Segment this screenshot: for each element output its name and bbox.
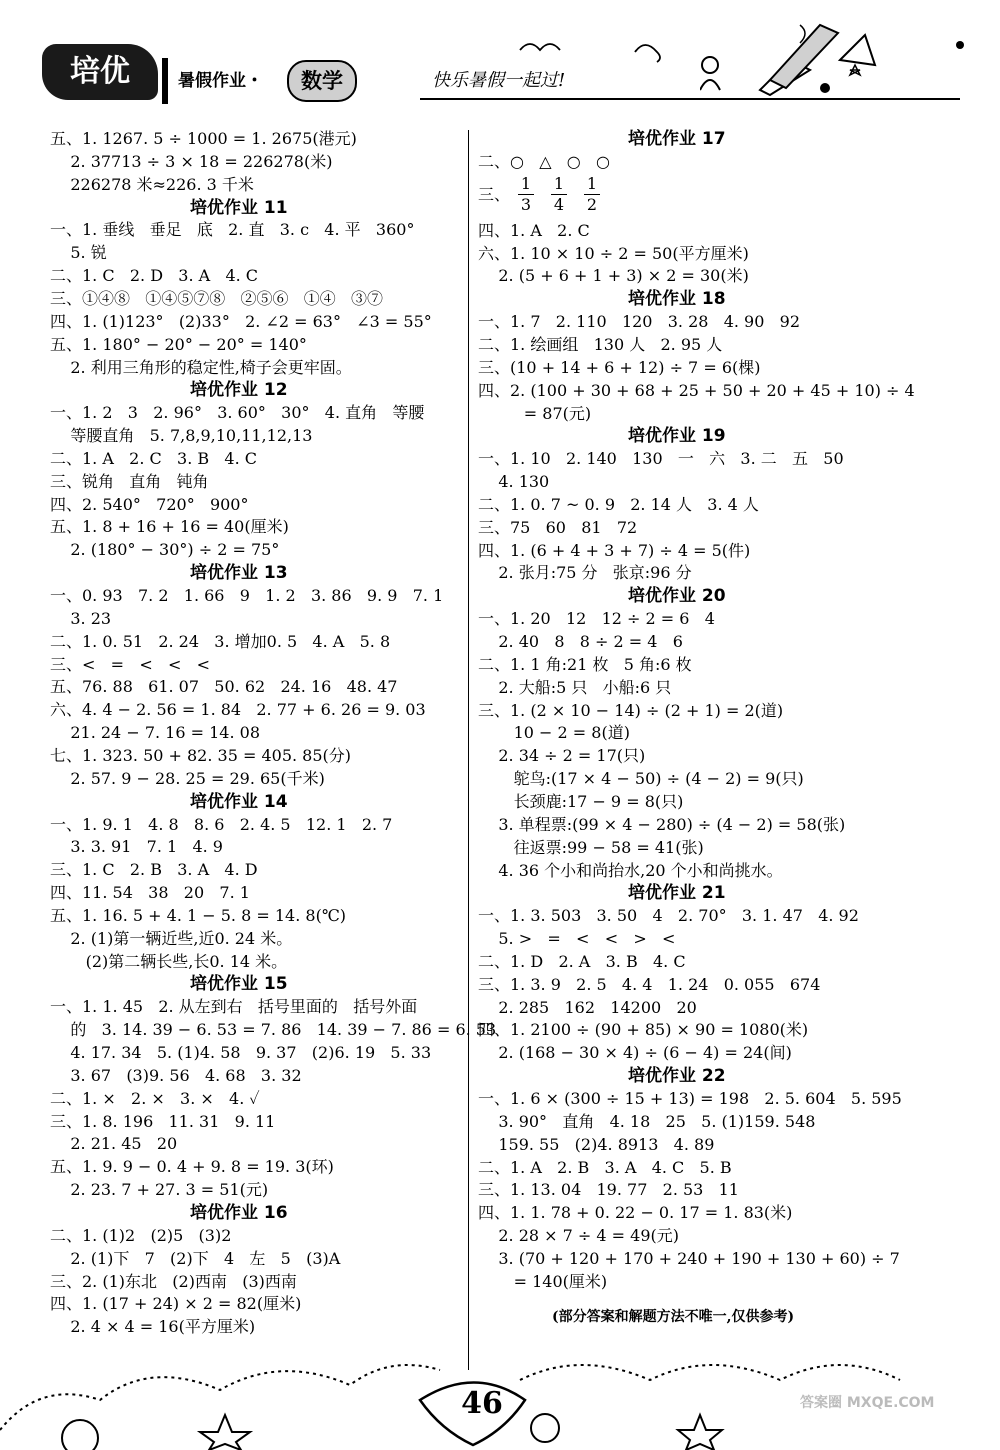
- answer-line: 5. > = < < > <: [478, 929, 676, 949]
- answer-line: 2. 大船:5 只 小船:6 只: [478, 677, 672, 697]
- answer-line: 二、1. C 2. D 3. A 4. C: [50, 266, 259, 286]
- answer-line: 226278 米≈226. 3 千米: [50, 174, 254, 194]
- answer-line: 2. (180° − 30°) ÷ 2 = 75°: [50, 540, 280, 560]
- answer-line: 三、1. 8. 196 11. 31 9. 11: [50, 1111, 276, 1131]
- answer-line: 七、1. 323. 50 + 82. 35 = 405. 85(分): [50, 745, 352, 765]
- answer-line: 三、锐角 直角 钝角: [50, 471, 209, 491]
- answer-line: 二、1. D 2. A 3. B 4. C: [478, 951, 686, 971]
- answer-line: 一、1. 7 2. 110 120 3. 28 4. 90 92: [478, 312, 801, 332]
- answer-line: 三、< = < < <: [50, 654, 211, 674]
- fraction: [584, 174, 600, 215]
- answer-line: 159. 55 (2)4. 8913 4. 89: [478, 1134, 715, 1154]
- answer-line: 三、1. 13. 04 19. 77 2. 53 11: [478, 1180, 739, 1200]
- answer-line: 五、1. 180° − 20° − 20° = 140°: [50, 334, 307, 354]
- answer-line: 二、1. 1 角:21 枚 5 角:6 枚: [478, 654, 692, 674]
- answer-line: 等腰直角 5. 7,8,9,10,11,12,13: [50, 426, 313, 446]
- section-heading: 培优作业 19: [628, 426, 726, 447]
- section-heading: 培优作业 16: [190, 1202, 288, 1223]
- answer-line: 2. (1)下 7 (2)下 4 左 5 (3)A: [50, 1248, 341, 1268]
- answer-line: 二、1. × 2. × 3. × 4. ✓: [50, 1088, 260, 1108]
- fraction-numerator: 1: [584, 174, 600, 195]
- answer-line: 三、(10 + 14 + 6 + 12) ÷ 7 = 6(棵): [478, 357, 761, 377]
- answer-line: 2. 4 × 4 = 16(平方厘米): [50, 1317, 256, 1337]
- answer-line: 长颈鹿:17 − 9 = 8(只): [478, 791, 684, 811]
- answer-line: (2)第二辆长些,长0. 14 米。: [50, 951, 288, 971]
- fraction-denominator: 3: [520, 194, 532, 214]
- answer-line: 4. 130: [478, 472, 550, 492]
- answer-line: 一、1. 3. 503 3. 50 4 2. 70° 3. 1. 47 4. 92: [478, 906, 859, 926]
- answer-line: 2. 利用三角形的稳定性,椅子会更牢固。: [50, 357, 352, 377]
- answer-line: 五、1. 8 + 16 + 16 = 40(厘米): [50, 517, 289, 537]
- answer-line: = 140(厘米): [478, 1271, 608, 1291]
- answer-line: 一、1. 10 2. 140 130 一 六 3. 二 五 50: [478, 449, 844, 469]
- answer-line: 三、75 60 81 72: [478, 517, 638, 537]
- answer-line: 四、1. A 2. C: [478, 220, 590, 240]
- fraction-numerator: 1: [551, 174, 567, 195]
- fraction: [518, 174, 534, 215]
- answer-line: 21. 24 − 7. 16 = 14. 08: [50, 723, 260, 743]
- answer-line: 五、1. 9. 9 − 0. 4 + 9. 8 = 19. 3(环): [50, 1157, 334, 1177]
- answer-line: 二、1. 0. 7 ~ 0. 9 2. 14 人 3. 4 人: [478, 494, 759, 514]
- answer-line: 5. 锐: [50, 243, 107, 263]
- answer-line: 二、1. 0. 51 2. 24 3. 增加0. 5 4. A 5. 8: [50, 631, 391, 651]
- answer-line: 六、1. 10 × 10 ÷ 2 = 50(平方厘米): [478, 243, 749, 263]
- answer-line: 四、1. (6 + 4 + 3 + 7) ÷ 4 = 5(件): [478, 540, 751, 560]
- subject-badge: 数学: [287, 60, 357, 102]
- header-slogan: 快乐暑假一起过!: [432, 70, 566, 91]
- answer-line: 一、1. 2 3 2. 96° 3. 60° 30° 4. 直角 等腰: [50, 403, 425, 423]
- answer-line: 3. 67 (3)9. 56 4. 68 3. 32: [50, 1065, 302, 1085]
- answer-line: 的 3. 14. 39 − 6. 53 = 7. 86 14. 39 − 7. 86 = 6. 53: [50, 1020, 497, 1040]
- answer-line: 往返票:99 − 58 = 41(张): [478, 837, 704, 857]
- answer-line: 鸵鸟:(17 × 4 − 50) ÷ (4 − 2) = 9(只): [478, 769, 804, 789]
- fraction-numerator: 1: [518, 174, 534, 195]
- answer-line: 4. 36 个小和尚抬水,20 个小和尚挑水。: [478, 860, 783, 880]
- answer-line: 3. (70 + 120 + 170 + 240 + 190 + 130 + 60) ÷ 7: [478, 1248, 900, 1268]
- section-heading: 培优作业 15: [190, 974, 288, 995]
- section-heading: 培优作业 21: [628, 883, 726, 904]
- answer-line: 3. 3. 91 7. 1 4. 9: [50, 837, 223, 857]
- answer-line: 2. (5 + 6 + 1 + 3) × 2 = 30(米): [478, 266, 749, 286]
- section-heading: 培优作业 20: [628, 586, 726, 607]
- answer-line: 2. (1)第一辆近些,近0. 24 米。: [50, 928, 293, 948]
- fraction-denominator: 2: [586, 194, 598, 214]
- fraction: [551, 174, 567, 215]
- section-heading: 培优作业 14: [190, 791, 288, 812]
- section-heading: 培优作业 13: [190, 563, 288, 584]
- answer-line: 四、1. (17 + 24) × 2 = 82(厘米): [50, 1294, 302, 1314]
- question-prefix: 三、: [478, 184, 511, 204]
- header-title: 暑假作业・: [178, 71, 263, 91]
- answer-line: 2. (168 − 30 × 4) ÷ (6 − 4) = 24(间): [478, 1043, 792, 1063]
- answer-line: 六、4. 4 − 2. 56 = 1. 84 2. 77 + 6. 26 = 9. 03: [50, 700, 426, 720]
- answer-line: 二、1. (1)2 (2)5 (3)2: [50, 1225, 232, 1245]
- answer-line: 三、1. (2 × 10 − 14) ÷ (2 + 1) = 2(道): [478, 700, 784, 720]
- answer-line: 2. 34 ÷ 2 = 17(只): [478, 746, 646, 766]
- page-header: [0, 0, 1000, 120]
- section-heading: 培优作业 11: [190, 197, 288, 218]
- answer-line: 4. 17. 34 5. (1)4. 58 9. 37 (2)6. 19 5. 33: [50, 1043, 432, 1062]
- answer-line: 二、1. A 2. B 3. A 4. C 5. B: [478, 1157, 732, 1177]
- answer-line: 四、2. 540° 720° 900°: [50, 494, 249, 514]
- answer-line: 2. 285 162 14200 20: [478, 997, 697, 1017]
- answer-line: 四、1. 1. 78 + 0. 22 − 0. 17 = 1. 83(米): [478, 1203, 793, 1223]
- answer-line: 3. 90° 直角 4. 18 25 5. (1)159. 548: [478, 1111, 816, 1131]
- answer-line: 一、1. 9. 1 4. 8 8. 6 2. 4. 5 12. 1 2. 7: [50, 814, 393, 834]
- answer-line: 2. 28 × 7 ÷ 4 = 49(元): [478, 1226, 679, 1246]
- answer-line: 五、76. 88 61. 07 50. 62 24. 16 48. 47: [50, 677, 398, 697]
- answer-line: 2. 21. 45 20: [50, 1134, 178, 1154]
- answer-line: = 87(元): [478, 403, 592, 423]
- answer-line: 2. 37713 ÷ 3 × 18 = 226278(米): [50, 151, 333, 171]
- answer-line: 3. 23: [50, 608, 112, 628]
- page-number: 46: [461, 1386, 503, 1421]
- answer-line: 三、2. (1)东北 (2)西南 (3)西南: [50, 1271, 297, 1291]
- answer-line: 三、①④⑧ ①④⑤⑦⑧ ②⑤⑥ ①④ ③⑦: [50, 288, 384, 308]
- answer-line: 四、1. 2100 ÷ (90 + 85) × 90 = 1080(米): [478, 1020, 809, 1040]
- answer-line: 10 − 2 = 8(道): [478, 723, 630, 743]
- answer-line: 一、1. 20 12 12 ÷ 2 = 6 4: [478, 609, 715, 629]
- answer-line: 二、○ △ ○ ○: [478, 151, 610, 171]
- footnote: (部分答案和解题方法不唯一,仅供参考): [552, 1309, 795, 1325]
- answer-line: 3. 单程票:(99 × 4 − 280) ÷ (4 − 2) = 58(张): [478, 814, 846, 834]
- answer-line: 2. 57. 9 − 28. 25 = 29. 65(千米): [50, 768, 325, 788]
- header-decoration-icon: [700, 20, 980, 105]
- answer-line: 一、1. 1. 45 2. 从左到右 括号里面的 括号外面: [50, 997, 418, 1017]
- watermark: 答案圈 MXQE.COM: [800, 1395, 935, 1411]
- answer-line: 四、1. (1)123° (2)33° 2. ∠2 = 63° ∠3 = 55°: [50, 311, 432, 331]
- section-heading: 培优作业 22: [628, 1066, 726, 1087]
- answer-line: 二、1. 绘画组 130 人 2. 95 人: [478, 334, 723, 354]
- answer-line: 二、1. A 2. C 3. B 4. C: [50, 448, 257, 468]
- answer-line: 四、11. 54 38 20 7. 1: [50, 883, 250, 903]
- answer-line: 三、1. 3. 9 2. 5 4. 4 1. 24 0. 055 674: [478, 974, 821, 994]
- fraction-denominator: 4: [553, 194, 565, 214]
- column-divider: [468, 130, 469, 1370]
- answer-line: 五、1. 16. 5 + 4. 1 − 5. 8 = 14. 8(℃): [50, 905, 346, 925]
- answer-line: 四、2. (100 + 30 + 68 + 25 + 50 + 20 + 45 + 10) ÷ 4: [478, 380, 915, 400]
- answer-line: 三、1. C 2. B 3. A 4. D: [50, 860, 258, 880]
- section-heading: 培优作业 12: [190, 380, 288, 401]
- brand-logo: 培优: [42, 44, 158, 100]
- bird-icon: [515, 30, 675, 70]
- answer-line: 一、1. 6 × (300 ÷ 15 + 13) = 198 2. 5. 604 5. 595: [478, 1089, 902, 1108]
- section-heading: 培优作业 17: [628, 129, 726, 149]
- header-divider: [162, 58, 168, 104]
- answer-line: 2. 23. 7 + 27. 3 = 51(元): [50, 1180, 269, 1200]
- answer-line: 一、0. 93 7. 2 1. 66 9 1. 2 3. 86 9. 9 7. 1: [50, 586, 444, 605]
- answer-line: 五、1. 1267. 5 ÷ 1000 = 1. 2675(港元): [50, 129, 357, 148]
- answer-line: 2. 张月:75 分 张京:96 分: [478, 563, 692, 583]
- answer-line: 2. 40 8 8 ÷ 2 = 4 6: [478, 632, 683, 651]
- section-heading: 培优作业 18: [628, 289, 726, 310]
- answer-line: 一、1. 垂线 垂足 底 2. 直 3. c 4. 平 360°: [50, 220, 415, 240]
